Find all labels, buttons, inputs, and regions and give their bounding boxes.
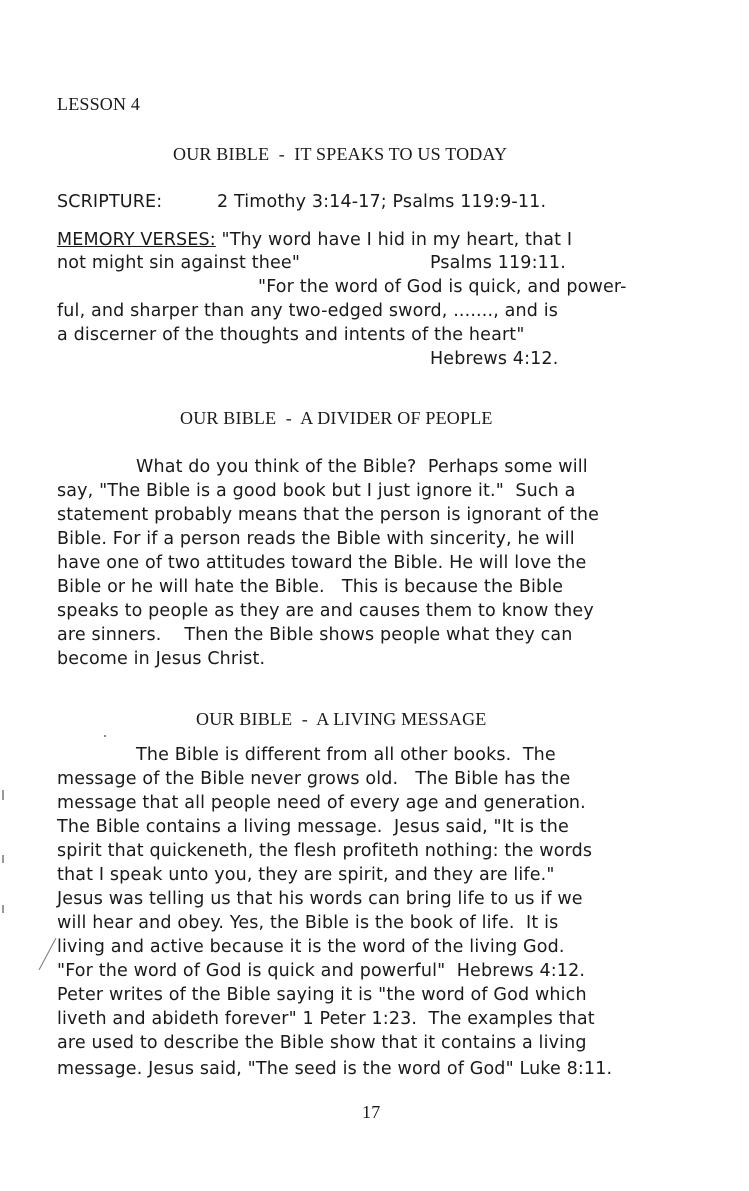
section-heading-divider: OUR BIBLE - A DIVIDER OF PEOPLE xyxy=(180,408,493,428)
paragraph-line: Bible or he will hate the Bible. This is because the Bible xyxy=(57,577,564,597)
scan-mark xyxy=(104,735,106,737)
memory-verses-line-3: "For the word of God is quick, and power- xyxy=(258,277,627,297)
scan-mark xyxy=(2,905,4,913)
paragraph-line: that I speak unto you, they are spirit, and they are life." xyxy=(57,865,555,885)
paragraph-line: have one of two attitudes toward the Bible. He will love the xyxy=(57,553,587,573)
paragraph-line: Peter writes of the Bible saying it is "the word of God which xyxy=(57,985,587,1005)
paragraph-line: speaks to people as they are and causes them to know they xyxy=(57,601,594,621)
paragraph-line: liveth and abideth forever" 1 Peter 1:23. The examples that xyxy=(57,1009,595,1029)
paragraph-line: say, "The Bible is a good book but I just ignore it." Such a xyxy=(57,481,576,501)
paragraph-line: spirit that quickeneth, the flesh profiteth nothing: the words xyxy=(57,841,593,861)
page-number: 17 xyxy=(362,1102,381,1122)
paragraph-line: message. Jesus said, "The seed is the word of God" Luke 8:11. xyxy=(57,1059,613,1079)
memory-verses-line-2: not might sin against thee" xyxy=(57,253,301,273)
memory-verses-ref-2: Hebrews 4:12. xyxy=(430,349,559,369)
memory-verses-text-1: "Thy word have I hid in my heart, that I xyxy=(215,230,573,250)
memory-verses-line-1 xyxy=(57,228,572,252)
scripture-label: SCRIPTURE: xyxy=(57,192,163,212)
lesson-label: LESSON 4 xyxy=(57,94,141,114)
paragraph-line: are sinners. Then the Bible shows people what they can xyxy=(57,625,573,645)
paragraph-line: living and active because it is the word of the living God. xyxy=(57,937,565,957)
paragraph-line: Jesus was telling us that his words can bring life to us if we xyxy=(57,889,583,909)
paragraph-line: statement probably means that the person is ignorant of the xyxy=(57,505,599,525)
paragraph-line: message that all people need of every age and generation. xyxy=(57,793,586,813)
paragraph-line: are used to describe the Bible show that it contains a living xyxy=(57,1033,587,1053)
paragraph-line: become in Jesus Christ. xyxy=(57,649,266,669)
page-title: OUR BIBLE - IT SPEAKS TO US TODAY xyxy=(173,144,508,164)
paragraph-line: "For the word of God is quick and powerful" Hebrews 4:12. xyxy=(57,961,586,981)
paragraph-line: message of the Bible never grows old. The Bible has the xyxy=(57,769,571,789)
paragraph-line: The Bible is different from all other books. The xyxy=(136,745,556,765)
section-heading-living: OUR BIBLE - A LIVING MESSAGE xyxy=(196,709,487,729)
memory-verses-label: MEMORY VERSES: xyxy=(57,230,216,250)
paragraph-line: The Bible contains a living message. Jesus said, "It is the xyxy=(57,817,569,837)
memory-verses-line-4: ful, and sharper than any two-edged sword, ......., and is xyxy=(57,301,558,321)
memory-verses-ref-1: Psalms 119:11. xyxy=(430,253,566,273)
scripture-refs: 2 Timothy 3:14-17; Psalms 119:9-11. xyxy=(217,192,547,212)
paragraph-line: What do you think of the Bible? Perhaps some will xyxy=(136,457,588,477)
scan-mark xyxy=(2,855,4,863)
scan-mark xyxy=(39,938,57,970)
paragraph-line: Bible. For if a person reads the Bible with sincerity, he will xyxy=(57,529,575,549)
memory-verses-line-5: a discerner of the thoughts and intents of the heart" xyxy=(57,325,525,345)
scan-mark xyxy=(2,790,4,800)
paragraph-line: will hear and obey. Yes, the Bible is the book of life. It is xyxy=(57,913,559,933)
